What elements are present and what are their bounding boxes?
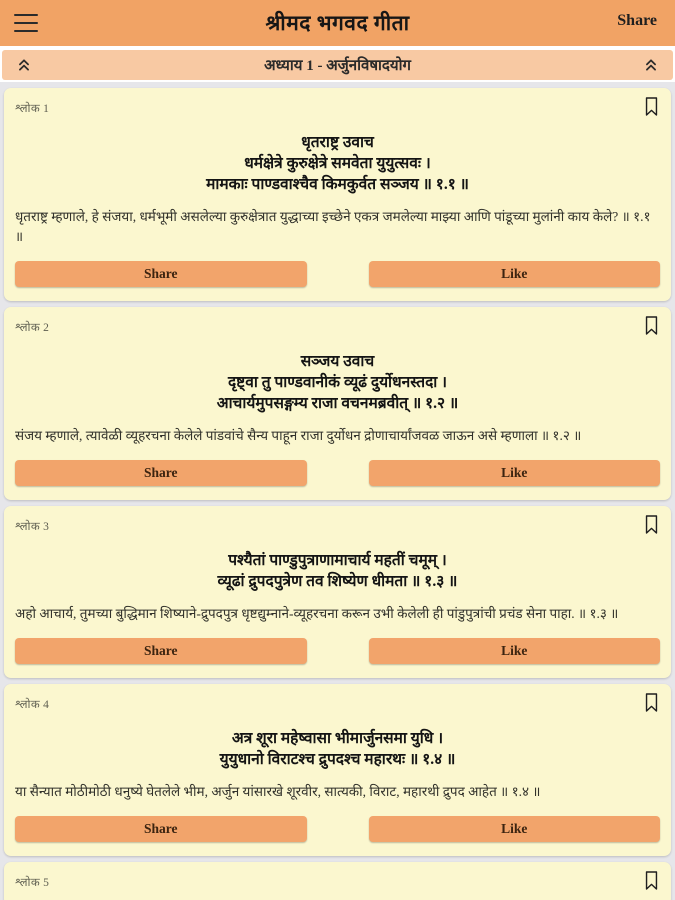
verse-card-2 (4, 307, 671, 500)
sanskrit-verse (15, 728, 660, 770)
verse-card-5 (4, 862, 671, 900)
like-verse-button[interactable]: Like (369, 261, 661, 287)
sanskrit-verse (15, 351, 660, 414)
share-verse-button[interactable]: Share (15, 261, 307, 287)
marathi-translation: अहो आचार्य, तुमच्या बुद्धिमान शिष्याने-द्रुपदपुत्र धृष्टद्युम्नाने-व्यूहरचना करून उभी केलेली ही पांडुपुत्रांची प्रचंड सेना पाहा. ॥ १.३ ॥ (15, 606, 619, 621)
share-verse-button[interactable]: Share (15, 460, 307, 486)
sanskrit-verse (15, 550, 660, 592)
verse-card-1 (4, 88, 671, 301)
collapse-left-icon[interactable] (15, 56, 33, 74)
chapter-bar[interactable] (2, 50, 673, 80)
bookmark-icon[interactable] (642, 870, 660, 892)
app-title: श्रीमद भगवद गीता (265, 11, 410, 35)
shlok-label: श्लोक 5 (15, 877, 50, 889)
bookmark-icon[interactable] (642, 514, 660, 536)
shlok-label: श्लोक 1 (15, 103, 50, 115)
marathi-translation: धृतराष्ट्र म्हणाले, हे संजया, धर्मभूमी असलेल्या कुरुक्षेत्रात युद्धाच्या इच्छेने एकत्र जमलेल्या माझ्या आणि पांडूच्या मुलांनी काय केले? ॥ १.१ ॥ (15, 209, 651, 244)
header-share-button[interactable]: Share (617, 12, 657, 29)
sanskrit-verse (15, 132, 660, 195)
verse-line: आचार्यमुपसङ्गम्य राजा वचनमब्रवीत् ॥ १.२ ॥ (216, 395, 459, 412)
verse-line: पश्यैतां पाण्डुपुत्राणामाचार्य महतीं चमूम् । (228, 552, 447, 569)
like-verse-button[interactable]: Like (369, 816, 661, 842)
bookmark-icon[interactable] (642, 692, 660, 714)
menu-icon[interactable] (13, 11, 39, 35)
verse-line: धृतराष्ट्र उवाच (301, 134, 374, 151)
chapter-bar-wrap (0, 46, 675, 82)
collapse-right-icon[interactable] (642, 56, 660, 74)
verse-line: व्यूढां द्रुपदपुत्रेण तव शिष्येण धीमता ॥ १.३ ॥ (217, 573, 458, 590)
bookmark-icon[interactable] (642, 315, 660, 337)
verse-line: धर्मक्षेत्रे कुरुक्षेत्रे समवेता युयुत्सवः । (244, 155, 431, 172)
marathi-translation: संजय म्हणाले, त्यावेळी व्यूहरचना केलेले पांडवांचे सैन्य पाहून राजा दुर्योधन द्रोणाचार्यांजवळ जाऊन असे म्हणाला ॥ १.२ ॥ (15, 428, 582, 443)
verse-line: सञ्जय उवाच (300, 353, 375, 370)
like-verse-button[interactable]: Like (369, 460, 661, 486)
verse-card-4 (4, 684, 671, 856)
like-verse-button[interactable]: Like (369, 638, 661, 664)
verse-line: मामकाः पाण्डवाश्चैव किमकुर्वत सञ्जय ॥ १.१ ॥ (206, 176, 469, 193)
chapter-title: अध्याय 1 - अर्जुनविषादयोग (264, 58, 411, 74)
bookmark-icon[interactable] (642, 96, 660, 118)
share-verse-button[interactable]: Share (15, 816, 307, 842)
marathi-translation: या सैन्यात मोठीमोठी धनुष्ये घेतलेले भीम, अर्जुन यांसारखे शूरवीर, सात्यकी, विराट, महारथी द्रुपद आहेत ॥ १.४ ॥ (15, 784, 541, 799)
share-verse-button[interactable]: Share (15, 638, 307, 664)
app-header (0, 0, 675, 46)
verse-line: युयुधानो विराटश्च द्रुपदश्च महारथः ॥ १.४ ॥ (219, 751, 456, 768)
verse-line: दृष्ट्वा तु पाण्डवानीकं व्यूढं दुर्योधनस्तदा । (227, 374, 448, 391)
verse-card-3 (4, 506, 671, 678)
shlok-label: श्लोक 2 (15, 322, 50, 334)
shlok-label: श्लोक 3 (15, 521, 50, 533)
verse-line: अत्र शूरा महेष्वासा भीमार्जुनसमा युधि । (231, 730, 444, 747)
shlok-label: श्लोक 4 (15, 699, 50, 711)
